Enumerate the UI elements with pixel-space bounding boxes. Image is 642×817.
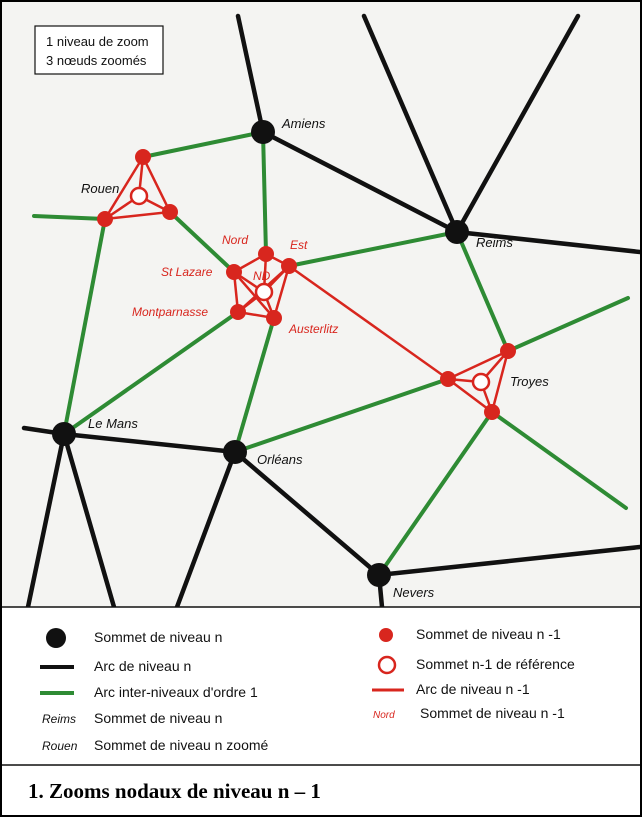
legend-red-node-symbol xyxy=(379,628,393,642)
ref-node-nd xyxy=(256,284,272,300)
node-rouen-b xyxy=(97,211,113,227)
label-nevers: Nevers xyxy=(393,585,435,600)
node-le-mans xyxy=(52,422,76,446)
zoom-box-line-1: 1 niveau de zoom xyxy=(46,34,149,49)
green-amiens-rouen xyxy=(143,132,263,157)
legend-ref-node-text: Sommet n-1 de référence xyxy=(416,656,575,672)
label-st-lazare: St Lazare xyxy=(161,265,213,279)
green-amiens-nord xyxy=(263,132,266,254)
label-orleans: Orléans xyxy=(257,452,303,467)
legend-black-node-symbol xyxy=(46,628,66,648)
arc-lemans-bottom xyxy=(64,434,114,607)
arc-nevers-right xyxy=(379,547,640,575)
legend-red-arc-text: Arc de niveau n -1 xyxy=(416,681,530,697)
label-troyes: Troyes xyxy=(510,374,549,389)
legend-reims-text: Sommet de niveau n xyxy=(94,710,223,726)
ref-node-rouen xyxy=(131,188,147,204)
arc-orleans-nevers xyxy=(235,452,379,575)
node-st-lazare xyxy=(226,264,242,280)
green-orleans-troyes xyxy=(235,379,448,452)
arc-reims-top xyxy=(364,16,457,232)
node-austerlitz xyxy=(266,310,282,326)
legend xyxy=(2,607,640,765)
legend-red-node-text: Sommet de niveau n -1 xyxy=(416,626,561,642)
legend-green-arc-text: Arc inter-niveaux d'ordre 1 xyxy=(94,684,258,700)
legend-nord-text: Sommet de niveau n -1 xyxy=(420,705,565,721)
ref-node-troyes xyxy=(473,374,489,390)
green-arcs xyxy=(34,132,628,575)
label-reims: Reims xyxy=(476,235,513,250)
legend-ref-node-symbol xyxy=(379,657,395,673)
node-troyes-a xyxy=(500,343,516,359)
black-arcs xyxy=(24,16,640,607)
zoom-box-line-2: 3 nœuds zoomés xyxy=(46,53,147,68)
label-nord: Nord xyxy=(222,233,249,247)
label-rouen: Rouen xyxy=(81,181,120,196)
label-austerlitz: Austerlitz xyxy=(289,322,339,336)
node-reims xyxy=(445,220,469,244)
legend-rouen-sample: Rouen xyxy=(42,739,78,753)
label-est: Est xyxy=(290,238,308,252)
label-le-mans: Le Mans xyxy=(88,416,138,431)
green-troyes-bottomright xyxy=(492,412,626,508)
green-est-reims xyxy=(289,232,457,266)
figure-caption: 1. Zooms nodaux de niveau n – 1 xyxy=(28,779,321,803)
node-orleans xyxy=(223,440,247,464)
node-troyes-b xyxy=(440,371,456,387)
node-nevers xyxy=(367,563,391,587)
arc-lemans-orleans xyxy=(64,434,235,452)
zoom-map-diagram xyxy=(2,2,640,815)
node-amiens xyxy=(251,120,275,144)
label-amiens: Amiens xyxy=(282,116,326,131)
green-rouen-left xyxy=(34,216,105,219)
legend-black-arc-text: Arc de niveau n xyxy=(94,658,192,674)
arc-amiens-reims xyxy=(263,132,457,232)
legend-nord-sample: Nord xyxy=(373,710,395,721)
label-montparnasse: Montparnasse xyxy=(132,305,209,319)
legend-rouen-text: Sommet de niveau n zoomé xyxy=(94,737,269,753)
green-austerlitz-orleans xyxy=(235,318,274,452)
legend-reims-sample: Reims xyxy=(42,712,77,726)
node-montparnasse xyxy=(230,304,246,320)
arc-orleans-bottom xyxy=(177,452,235,607)
green-troyes-nevers xyxy=(379,412,492,575)
zoom-info-box xyxy=(35,26,163,74)
node-troyes-c xyxy=(484,404,500,420)
arc-lemans-bottomleft xyxy=(28,434,64,607)
label-nd: ND xyxy=(253,269,271,283)
node-rouen-c xyxy=(162,204,178,220)
node-est xyxy=(281,258,297,274)
green-rouen-lemans xyxy=(64,219,105,434)
arc-amiens-top xyxy=(238,16,263,132)
node-nord xyxy=(258,246,274,262)
arc-reims-topright xyxy=(457,16,578,232)
green-troyes-right xyxy=(508,298,628,351)
legend-black-node-text: Sommet de niveau n xyxy=(94,629,223,645)
node-rouen-a xyxy=(135,149,151,165)
